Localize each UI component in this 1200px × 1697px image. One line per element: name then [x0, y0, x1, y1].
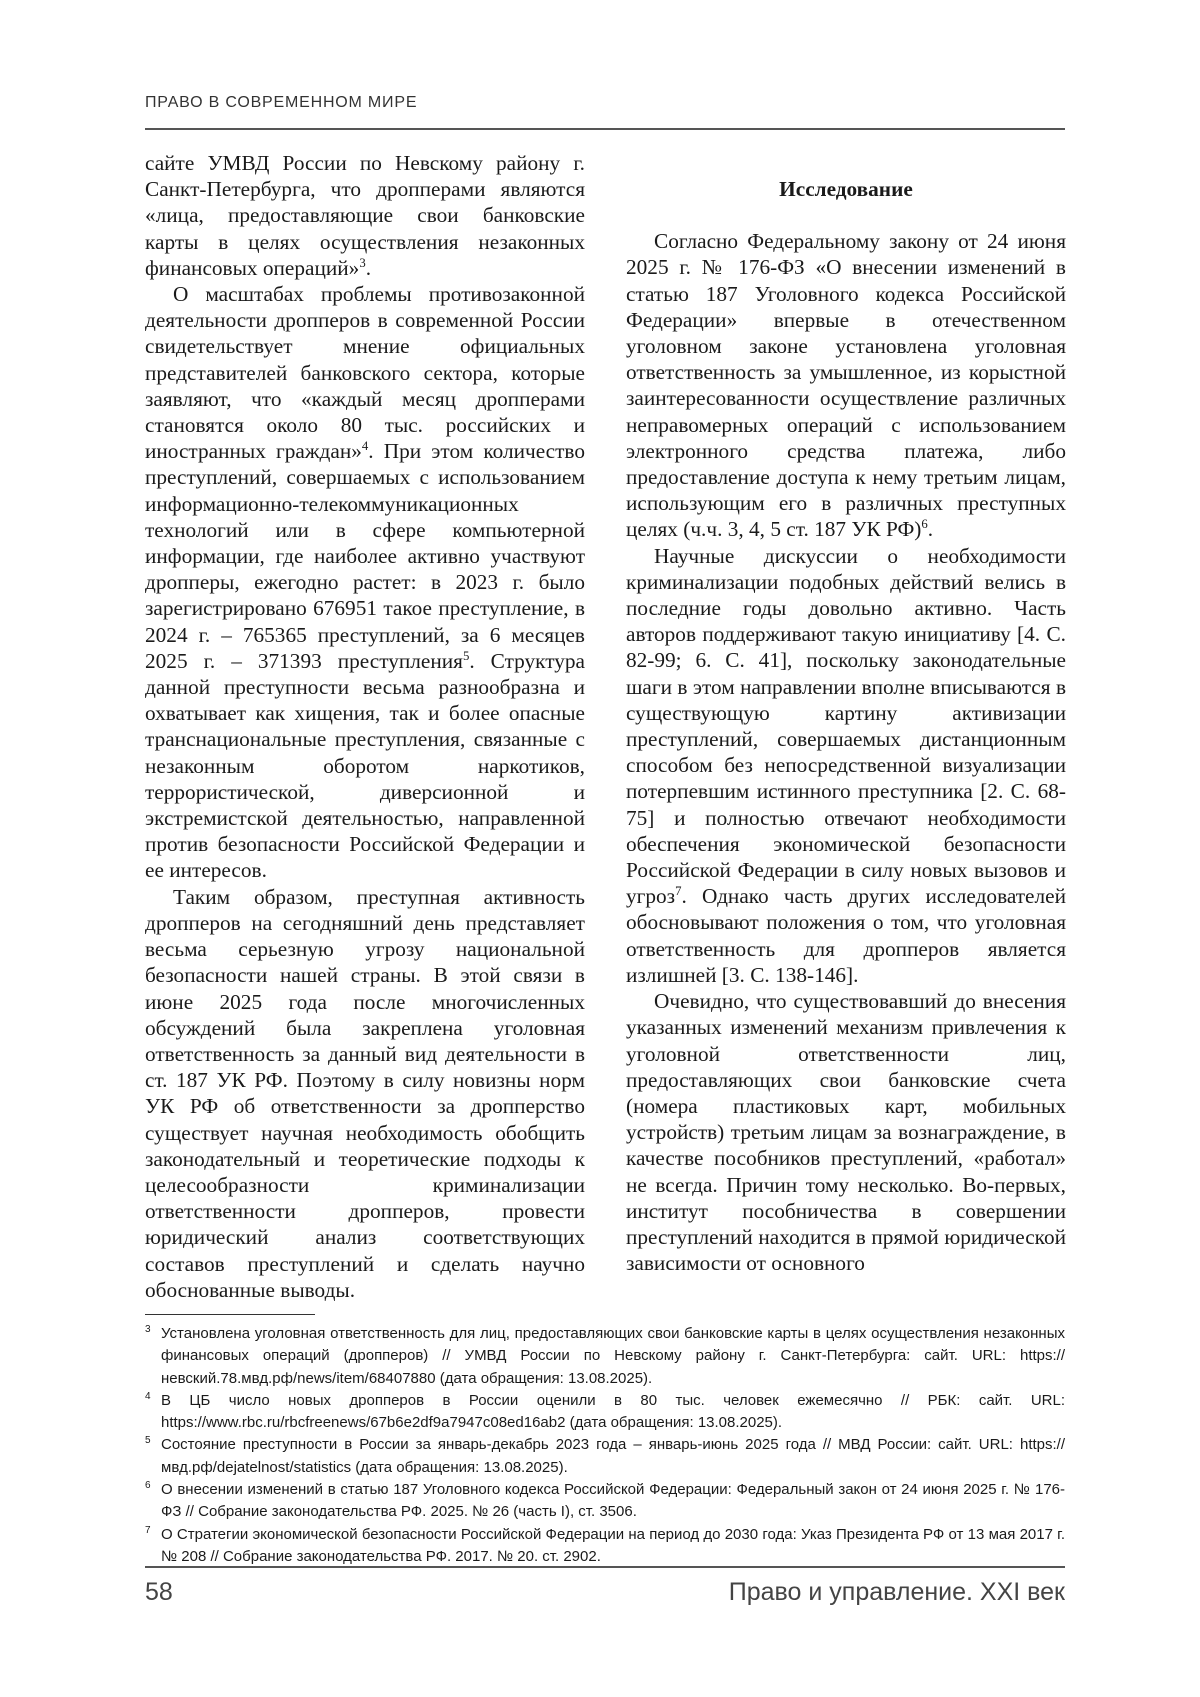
- paragraph: сайте УМВД России по Невскому району г. Санкт-Петербурга, что дропперами являются «лица, предоставляющие свои банковские карты в целях осуществления незаконных финансовых операций»$^3$.: [145, 151, 585, 280]
- footnote-number: 7: [145, 1524, 151, 1536]
- footnote-number: 5: [145, 1435, 151, 1447]
- footnote: 7 О Стратегии экономической безопасности Российской Федерации на период до 2030 года: Указ Президента РФ от 13 мая 2017 г. № 208 // Собрание законодательства РФ. 2017. № 20. ст. 2902.: [145, 1524, 1065, 1569]
- footnote: 6 О внесении изменений в статью 187 Уголовного кодекса Российской Федерации: Федеральный закон от 24 июня 2025 г. № 176-ФЗ // Собрание законодательства РФ. 2025. № 26 (часть I), ст. 3506.: [145, 1479, 1065, 1524]
- paragraph: Согласно Федеральному закону от 24 июня 2025 г. № 176-ФЗ «О внесении изменений в статью 187 Уголовного кодекса Российской Федерации» впервые в отечественном уголовном законе установлена уголовная ответственность за умышленное, из корыстной заинтересованности осуществление различных неправомерных операций с использованием электронного средства платежа, либо предоставление доступа к нему третьим лицам, использующим его в различных преступных целях (ч.ч. 3, 4, 5 ст. 187 УК РФ)$^6$.: [626, 229, 1066, 542]
- paragraph: О масштабах проблемы противозаконной деятельности дропперов в современной России свидетельствует мнение официальных представителей банковского сектора, которые заявляют, что «каждый месяц дропперами становятся около 80 тыс. российских и иностранных граждан»$^4$. При этом количество преступлений, совершаемых с использованием информационно-телекоммуникационных технологий или в сфере компьютерной информации, где наиболее активно участвуют дропперы, ежегодно растет: в 2023 г. было зарегистрировано 676951 такое преступление, в 2024 г. – 765365 преступлений, за 6 месяцев 2025 г. – 371393 преступления$^5$. Структура данной преступности весьма разнообразна и охватывает как хищения, так и более опасные транснациональные преступления, связанные с незаконным оборотом наркотиков, террористической, диверсионной и экстремистской деятельностью, направленной против безопасности Российской Федерации и ее интересов.: [145, 282, 586, 883]
- right-column: [626, 150, 1066, 1276]
- footnote: 5 Состояние преступности в России за январь-декабрь 2023 года – январь-июнь 2025 года // МВД России: сайт. URL: https://мвд.рф/dejatelnost/statistics (дата обращения: 13.08.2025).: [145, 1434, 1065, 1479]
- page-number: 58: [145, 1578, 173, 1606]
- left-column: [145, 150, 585, 1303]
- footnote-ref[interactable]: 6: [921, 517, 928, 532]
- footnote-ref[interactable]: 5: [462, 648, 470, 663]
- footer-divider: [145, 1566, 1065, 1568]
- footnotes: [145, 1323, 1065, 1568]
- paragraph: Очевидно, что существовавший до внесения указанных изменений механизм привлечения к уголовной ответственности лиц, предоставляющих свои банковские счета (номера пластиковых карт, мобильных устройств) третьим лицам за вознаграждение, в качестве пособников преступлений, «работал» не всегда. Причин тому несколько. Во-первых, институт пособничества в совершении преступлений находится в прямой юридической зависимости от основного: [626, 989, 1066, 1276]
- journal-name: Право и управление. XXI век: [728, 1578, 1065, 1606]
- footnote-number: 4: [145, 1390, 151, 1402]
- footnote: 4 В ЦБ число новых дропперов в России оценили в 80 тыс. человек ежемесячно // РБК: сайт. URL: https://www.rbc.ru/rbcfreenews/67b6e2df9a7947c08ed16ab2 (дата обращения: 13.08.2025).: [145, 1390, 1065, 1435]
- footnote-ref[interactable]: 3: [359, 255, 366, 270]
- footnote-ref[interactable]: 7: [675, 884, 682, 899]
- paragraph: Научные дискуссии о необходимости криминализации подобных действий велись в последние годы довольно активно. Часть авторов поддерживают такую инициативу [4. С. 82-99; 6. С. 41], поскольку законодательные шаги в этом направлении вполне вписываются в существующую картину активизации преступлений, совершаемых дистанционным способом без непосредственной визуализации потерпевшим истинного преступника [2. С. 68-75] и полностью отвечают необходимости обеспечения экономической безопасности Российской Федерации в силу новых вызовов и угроз$^7$. Однако часть других исследователей обосновывают положения о том, что уголовная ответственность для дропперов является излишней [3. С. 138-146].: [626, 543, 1066, 987]
- footnote-divider: [145, 1314, 315, 1315]
- footnote: 3 Установлена уголовная ответственность для лиц, предоставляющих свои банковские карты в целях осуществления незаконных финансовых операций (дропперов) // УМВД России по Невскому району г. Санкт-Петербурга: сайт. URL: https://невский.78.мвд.рф/news/item/68407880 (дата обращения: 13.08.2025).: [145, 1323, 1065, 1390]
- footnote-number: 6: [145, 1480, 151, 1492]
- section-heading: Исследование: [779, 177, 913, 201]
- running-title: ПРАВО В СОВРЕМЕННОМ МИРЕ: [145, 94, 418, 111]
- header-divider: [145, 128, 1065, 130]
- paragraph: Таким образом, преступная активность дропперов на сегодняшний день представляет весьма серьезную угрозу национальной безопасности нашей страны. В этой связи в июне 2025 года после многочисленных обсуждений была закреплена уголовная ответственность за данный вид деятельности в ст. 187 УК РФ. Поэтому в силу новизны норм УК РФ об ответственности за дропперство существует научная необходимость обобщить законодательный и теоретические подходы к целесообразности криминализации ответственности дропперов, провести юридический анализ соответствующих составов преступлений и сделать научно обоснованные выводы.: [145, 884, 585, 1302]
- footnote-ref[interactable]: 4: [361, 439, 369, 454]
- footnote-number: 3: [145, 1324, 151, 1335]
